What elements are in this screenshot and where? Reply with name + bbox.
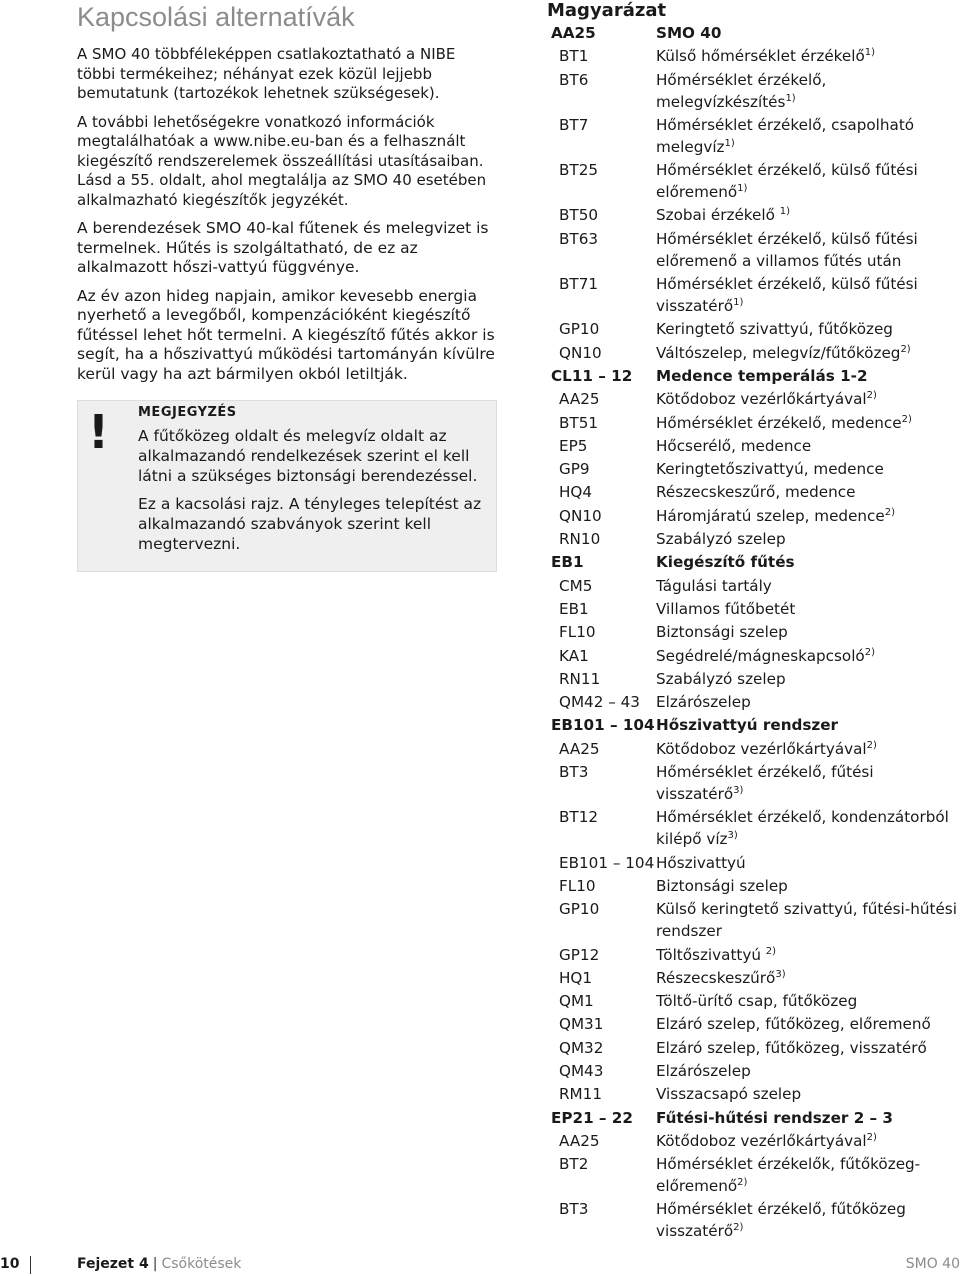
legend-description	[656, 388, 957, 410]
page-title: Kapcsolási alternatívák	[77, 2, 355, 32]
legend-description-text: Hőszivattyú rendszer	[656, 716, 839, 735]
legend-description-text: Visszacsapó szelep	[656, 1085, 802, 1104]
legend-description	[656, 575, 957, 597]
legend-description-text: Hőmérséklet érzékelő, fűtőközeg visszatérő	[656, 1200, 906, 1241]
legend-description-text: Külső keringtető szivattyú, fűtési-hűtési rendszer	[656, 900, 957, 941]
legend-description	[656, 551, 957, 573]
legend-row	[547, 1037, 957, 1059]
legend-description-text: Elzáró szelep, fűtőközeg, előremenő	[656, 1015, 931, 1034]
legend-description-text: Medence temperálás 1-2	[656, 366, 868, 385]
legend-row	[547, 204, 957, 226]
legend-description	[656, 944, 957, 966]
footnote-marker: 1)	[737, 183, 748, 195]
legend-code: QM42 – 43	[559, 693, 640, 712]
legend-description	[656, 458, 957, 480]
legend-description	[656, 22, 957, 44]
legend-description	[656, 1013, 957, 1035]
legend-description-text: Töltő-ürítő csap, fűtőközeg	[656, 992, 858, 1011]
note-text: A fűtőközeg oldalt és melegvíz oldalt az alkalmazandó rendelkezések szerint el kell látni a szükséges biztonsági berendezéssel.	[138, 427, 478, 485]
legend-code: BT63	[559, 229, 599, 248]
legend-row	[547, 1130, 957, 1152]
legend-description-text: Kötődoboz vezérlőkártyával	[656, 1131, 867, 1150]
legend-code: GP10	[559, 900, 600, 919]
legend-description-text: Háromjáratú szelep, medence	[656, 506, 885, 525]
legend-code: RN10	[559, 530, 601, 549]
legend-description	[656, 898, 957, 942]
legend-code: QM43	[559, 1061, 604, 1080]
legend-code: QN10	[559, 343, 602, 362]
legend-row	[547, 691, 957, 713]
legend-code: GP9	[559, 460, 590, 479]
footnote-marker: 2)	[866, 390, 877, 402]
legend-code: BT2	[559, 1155, 589, 1174]
note-box	[77, 400, 497, 572]
chapter-label	[77, 1256, 241, 1272]
legend-description	[656, 204, 957, 226]
legend-row	[547, 761, 957, 805]
legend-code: EB101 – 104	[551, 716, 655, 735]
page-footer	[0, 1256, 960, 1276]
legend-description	[656, 852, 957, 874]
legend-description-text: Hőszivattyú	[656, 853, 746, 872]
legend-code: GP12	[559, 945, 600, 964]
legend-row	[547, 944, 957, 966]
legend-code: QN10	[559, 506, 602, 525]
legend-group-row	[547, 365, 957, 387]
legend-group-row	[547, 22, 957, 44]
legend-description	[656, 1060, 957, 1082]
legend-row	[547, 645, 957, 667]
legend-description	[656, 318, 957, 340]
legend-description-text: Töltőszivattyú	[656, 945, 766, 964]
legend-code: BT3	[559, 1200, 589, 1219]
legend-row	[547, 481, 957, 503]
legend-row	[547, 273, 957, 317]
legend-code: RM11	[559, 1085, 602, 1104]
legend-row	[547, 990, 957, 1012]
legend-description	[656, 228, 957, 272]
legend-code: BT25	[559, 161, 599, 180]
legend-description	[656, 159, 957, 203]
auxiliary-paragraph: Az év azon hideg napjain, amikor kevesebb energia nyerhető a levegőből, kompenzációként kiegészítő fűtéssel lehet hőt termelni. A kiegészítő fűtés akkor is segít, ha a hőszivattyú működési tartományán kívülre kerül vagy ha azt bármilyen okból letiltják.	[77, 286, 495, 383]
legend-description	[656, 668, 957, 690]
legend-description-text: Villamos fűtőbetét	[656, 599, 796, 618]
legend-row	[547, 412, 957, 434]
legend	[547, 0, 957, 1244]
legend-code: AA25	[559, 739, 600, 758]
legend-description-text: Biztonsági szelep	[656, 623, 788, 642]
legend-description-text: Fűtési-hűtési rendszer 2 – 3	[656, 1108, 893, 1127]
legend-row	[547, 388, 957, 410]
warning-icon: !	[88, 405, 109, 459]
legend-description-text: Elzárószelep	[656, 1061, 751, 1080]
legend-title: Magyarázat	[547, 0, 667, 21]
legend-description-text: Tágulási tartály	[656, 576, 772, 595]
footnote-marker: 1)	[785, 92, 796, 104]
legend-row	[547, 435, 957, 457]
legend-description-text: Hőmérséklet érzékelő, kondenzátorból kilépő víz	[656, 808, 949, 849]
legend-description	[656, 1198, 957, 1242]
legend-row	[547, 852, 957, 874]
legend-description-text: Kötődoboz vezérlőkártyával	[656, 739, 867, 758]
legend-code: AA25	[559, 1131, 600, 1150]
legend-code: BT6	[559, 70, 589, 89]
legend-description-text: Hőmérséklet érzékelő, külső fűtési visszatérő	[656, 275, 918, 316]
legend-code: BT1	[559, 47, 589, 66]
legend-description	[656, 738, 957, 760]
legend-row	[547, 458, 957, 480]
legend-code: EB1	[559, 599, 589, 618]
heating-paragraph: A berendezések SMO 40-kal fűtenek és melegvizet is termelnek. Hűtés is szolgáltatható, de ez az alkalmazott hőszi-vattyú függvénye.	[77, 219, 489, 276]
footnote-marker: 2)	[737, 1177, 748, 1189]
legend-description-text: SMO 40	[656, 24, 722, 42]
legend-description	[656, 1107, 957, 1129]
legend-description-text: Biztonsági szelep	[656, 876, 788, 895]
legend-description	[656, 114, 957, 158]
legend-description-text: Segédrelé/mágneskapcsoló	[656, 646, 865, 665]
chapter-separator: |	[152, 1256, 158, 1272]
legend-row	[547, 621, 957, 643]
legend-code: BT3	[559, 763, 589, 782]
legend-description	[656, 761, 957, 805]
legend-row	[547, 114, 957, 158]
legend-description-text: Kötődoboz vezérlőkártyával	[656, 390, 867, 409]
legend-description-text: Hőmérséklet érzékelő, medence	[656, 413, 902, 432]
section-name: Csőkötések	[161, 1256, 242, 1272]
legend-description-text: Keringtető szivattyú, fűtőközeg	[656, 320, 893, 339]
legend-description-text: Szobai érzékelő	[656, 206, 780, 225]
footnote-marker: 3)	[733, 784, 744, 796]
legend-description-text: Hőmérséklet érzékelő, külső fűtési előremenő	[656, 161, 918, 202]
intro-paragraph: A SMO 40 többféleképpen csatlakoztatható a NIBE többi termékeihez; néhányat ezek közül lejjebb bemutatunk (tartozékok lehetnek szükségesek).	[77, 45, 456, 102]
legend-description-text: Szabályzó szelep	[656, 669, 786, 688]
footnote-marker: 3)	[775, 968, 786, 980]
legend-code: BT51	[559, 413, 599, 432]
legend-code: AA25	[559, 390, 600, 409]
legend-row	[547, 69, 957, 113]
legend-description	[656, 435, 957, 457]
legend-group-row	[547, 551, 957, 573]
footnote-marker: 2)	[765, 945, 777, 957]
legend-description-text: Váltószelep, melegvíz/fűtőközeg	[656, 343, 901, 362]
legend-description-text: Hőmérséklet érzékelők, fűtőközeg-előremenő	[656, 1155, 921, 1196]
legend-description	[656, 1083, 957, 1105]
legend-description	[656, 967, 957, 989]
legend-code: CL11 – 12	[551, 366, 633, 385]
footnote-marker: 2)	[884, 506, 896, 518]
page-number: 10	[0, 1256, 20, 1272]
legend-description-text: Részecskeszűrő	[656, 968, 776, 987]
legend-code: QM31	[559, 1015, 604, 1034]
legend-code: AA25	[551, 24, 596, 42]
legend-description	[656, 45, 957, 67]
legend-description-text: Hőmérséklet érzékelő, külső fűtési előremenő a villamos fűtés után	[656, 229, 918, 270]
footnote-marker: 1)	[864, 47, 876, 59]
note-text: Ez a kacsolási rajz. A tényleges telepítést az alkalmazandó szabványok szerint kell megtervezni.	[138, 495, 482, 553]
legend-description	[656, 806, 957, 850]
legend-code: GP10	[559, 320, 600, 339]
legend-description	[656, 875, 957, 897]
left-column	[77, 0, 497, 572]
legend-code: BT71	[559, 275, 599, 294]
legend-row	[547, 528, 957, 550]
legend-description	[656, 528, 957, 550]
legend-row	[547, 1083, 957, 1105]
legend-code: EP21 – 22	[551, 1108, 633, 1127]
legend-code: EB101 – 104	[559, 853, 655, 872]
legend-list	[547, 22, 957, 1242]
legend-description	[656, 1153, 957, 1197]
legend-description-text: Elzáró szelep, fűtőközeg, visszatérő	[656, 1038, 927, 1057]
legend-row	[547, 45, 957, 67]
legend-code: HQ4	[559, 483, 593, 502]
legend-code: EB1	[551, 553, 584, 572]
legend-code: EP5	[559, 436, 588, 455]
legend-description	[656, 365, 957, 387]
legend-description	[656, 342, 957, 364]
legend-description-text: Szabályzó szelep	[656, 530, 786, 549]
legend-row	[547, 1198, 957, 1242]
footnote-marker: 2)	[733, 1222, 744, 1234]
legend-description	[656, 645, 957, 667]
legend-row	[547, 1060, 957, 1082]
legend-row	[547, 1013, 957, 1035]
chapter-number: Fejezet 4	[77, 1256, 149, 1272]
legend-description	[656, 990, 957, 1012]
legend-row	[547, 228, 957, 272]
footnote-marker: 1)	[779, 206, 791, 218]
legend-row	[547, 875, 957, 897]
legend-description-text: Kiegészítő fűtés	[656, 553, 795, 572]
product-name: SMO 40	[905, 1256, 960, 1272]
legend-row	[547, 1153, 957, 1197]
legend-code: BT12	[559, 808, 599, 827]
legend-description-text: Hőmérséklet érzékelő, fűtési visszatérő	[656, 763, 874, 804]
legend-row	[547, 318, 957, 340]
legend-code: RN11	[559, 669, 601, 688]
legend-description	[656, 691, 957, 713]
legend-row	[547, 159, 957, 203]
legend-description	[656, 505, 957, 527]
legend-description-text: Hőmérséklet érzékelő, melegvízkészítés	[656, 70, 827, 111]
footnote-marker: 2)	[864, 646, 875, 658]
legend-description-text: Külső hőmérséklet érzékelő	[656, 47, 865, 66]
legend-description	[656, 621, 957, 643]
footnote-marker: 3)	[727, 830, 738, 842]
footnote-marker: 1)	[733, 297, 744, 309]
legend-row	[547, 898, 957, 942]
footnote-marker: 2)	[901, 413, 912, 425]
info-paragraph: A további lehetőségekre vonatkozó információk megtalálhatóak a www.nibe.eu-ban és a felhasznált kiegészítő rendszerelemek összeállítási utasításaiban. Lásd a 55. oldalt, ahol megtalálja az SMO 40 esetében alkalmazható kiegészítők jegyzékét.	[77, 112, 487, 209]
legend-code: FL10	[559, 876, 596, 895]
legend-description-text: Elzárószelep	[656, 693, 751, 712]
footer-divider	[30, 1256, 31, 1274]
legend-description-text: Hőmérséklet érzékelő, csapolható melegvíz	[656, 115, 915, 156]
legend-description	[656, 598, 957, 620]
footnote-marker: 2)	[866, 739, 877, 751]
legend-description-text: Keringtetőszivattyú, medence	[656, 460, 884, 479]
legend-group-row	[547, 714, 957, 736]
legend-row	[547, 668, 957, 690]
legend-row	[547, 342, 957, 364]
legend-code: BT7	[559, 115, 589, 134]
legend-row	[547, 967, 957, 989]
legend-code: KA1	[559, 646, 589, 665]
legend-group-row	[547, 1107, 957, 1129]
legend-row	[547, 806, 957, 850]
note-body	[138, 405, 488, 562]
legend-code: FL10	[559, 623, 596, 642]
legend-row	[547, 505, 957, 527]
legend-description	[656, 1037, 957, 1059]
legend-description	[656, 412, 957, 434]
legend-code: HQ1	[559, 968, 593, 987]
footnote-marker: 2)	[900, 343, 911, 355]
legend-code: CM5	[559, 576, 593, 595]
legend-description	[656, 273, 957, 317]
legend-row	[547, 598, 957, 620]
legend-description	[656, 481, 957, 503]
footnote-marker: 1)	[724, 137, 735, 149]
legend-description-text: Hőcserélő, medence	[656, 436, 812, 455]
footnote-marker: 2)	[866, 1131, 877, 1143]
legend-row	[547, 575, 957, 597]
legend-code: BT50	[559, 206, 599, 225]
legend-code: QM32	[559, 1038, 604, 1057]
legend-row	[547, 738, 957, 760]
legend-code: QM1	[559, 992, 594, 1011]
legend-description	[656, 1130, 957, 1152]
legend-description	[656, 69, 957, 113]
legend-description	[656, 714, 957, 736]
legend-description-text: Részecskeszűrő, medence	[656, 483, 856, 502]
note-heading: MEGJEGYZÉS	[138, 405, 237, 420]
